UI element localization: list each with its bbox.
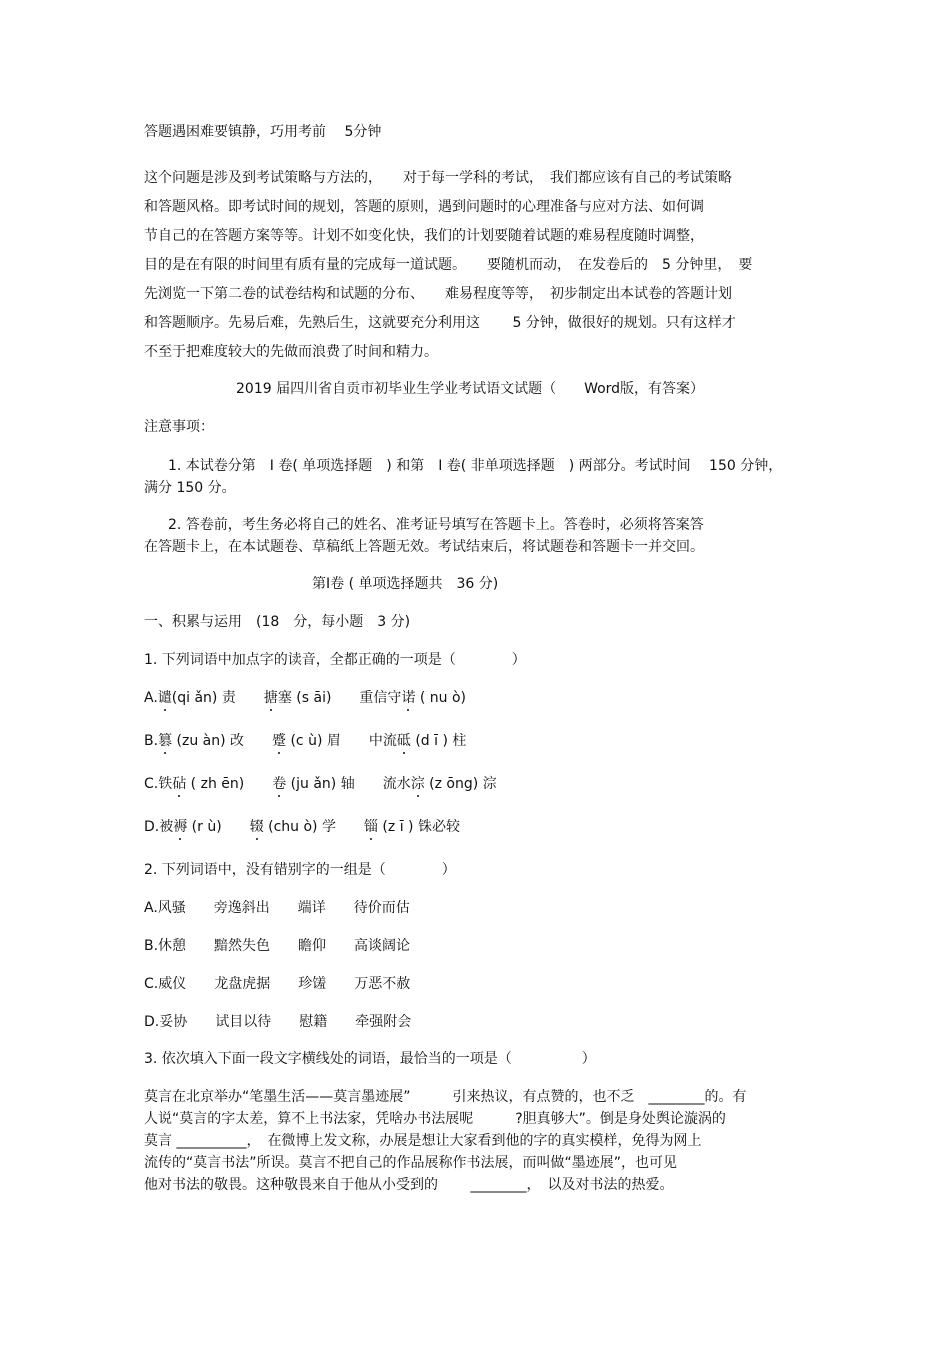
q2-option-c: C.威仪 龙盘虎据 珍馐 万恶不赦 [144, 976, 411, 992]
dotted-char: 谴 [157, 690, 172, 706]
q1-option-b: B.篡 (zu àn) 改 蹙 (c ù) 眉 中流砥 (d ī ) 柱 [144, 733, 467, 749]
q3-line-5: 他对书法的敬畏。这种敬畏来自于他从小受到的 ________， 以及对书法的热爱。 [144, 1177, 674, 1193]
tip-line-1: 这个问题是涉及到考试策略与方法的， 对于每一学科的考试， 我们都应该有自己的考试策略 [144, 170, 732, 186]
dotted-char: 淙 [410, 776, 425, 792]
exam-title: 2019 届四川省自贡市初毕业生学业考试语文试题（ Word版，有答案） [236, 381, 705, 397]
tip-line-5: 先浏览一下第二卷的试卷结构和试题的分布、 难易程度等等， 初步制定出本试卷的答题计划 [144, 286, 732, 302]
note-2-line-1: 2. 答卷前，考生务必将自己的姓名、准考证号填写在答题卡上。答卷时，必须将答案答 [168, 517, 704, 533]
q3-stem: 3. 依次填入下面一段文字横线处的词语，最恰当的一项是（ ） [144, 1051, 596, 1067]
tip-line-7: 不至于把难度较大的先做而浪费了时间和精力。 [144, 344, 438, 360]
q2-option-b: B.休憩 黯然失色 瞻仰 高谈阔论 [144, 938, 411, 954]
dotted-char: 篡 [158, 733, 173, 749]
q1-stem: 1. 下列词语中加点字的读音，全都正确的一项是（ ） [144, 652, 526, 668]
q1-option-c: C.铁砧 ( zh ēn) 卷 (ju ǎn) 轴 流水淙 (z ōng) 淙 [144, 776, 497, 792]
note-1-line-1: 1. 本试卷分第 Ⅰ 卷( 单项选择题 ) 和第 Ⅰ 卷( 非单项选择题 ) 两部分。考试时间 150 分钟， [168, 458, 783, 474]
option-label: C.铁 [144, 776, 173, 792]
tip-line-3: 节自己的在答题方案等等。计划不如变化快，我们的计划要随着试题的难易程度随时调整， [144, 228, 704, 244]
q3-line-2: 人说“莫言的字太差，算不上书法家，凭啥办书法展呢 ?胆真够大”。倒是身处舆论漩涡的 [144, 1111, 726, 1127]
dotted-char: 诺 [401, 690, 416, 706]
tip-line-4: 目的是在有限的时间里有质有量的完成每一道试题。 要随机而动， 在发卷后的 5 分钟里， 要 [144, 257, 753, 273]
option-label: D.被 [144, 819, 174, 835]
dotted-char: 砥 [396, 733, 411, 749]
option-label: B. [144, 733, 159, 749]
q3-line-1: 莫言在北京举办“笔墨生活——莫言墨迹展” 引来热议，有点赞的，也不乏 ________的。有 [144, 1089, 747, 1105]
q2-option-a: A.风骚 旁逸斜出 端详 待价而估 [144, 900, 410, 916]
dotted-char: 砧 [172, 776, 187, 792]
tip-line-2: 和答题风格。即考试时间的规划，答题的原则，遇到问题时的心理准备与应对方法、如何调 [144, 199, 704, 215]
section-1-heading: 一、积累与运用 (18 分，每小题 3 分) [144, 614, 411, 630]
note-1-line-2: 满分 150 分。 [144, 480, 236, 496]
q1-option-d: D.被褥 (r ù) 辍 (chu ò) 学 锱 (z ī ) 铢必较 [144, 819, 460, 835]
note-2-line-2: 在答题卡上，在本试题卷、草稿纸上答题无效。考试结束后，将试题卷和答题卡一并交回。 [144, 539, 704, 555]
q1-option-a: A.谴(qi ǎn) 责 搪塞 (s āi) 重信守诺 ( nu ò) [144, 690, 467, 706]
dotted-char: 辍 [249, 819, 264, 835]
q3-line-3: 莫言 __________， 在微博上发文称，办展是想让大家看到他的字的真实模样，免得为网上 [144, 1133, 702, 1149]
option-label: A. [144, 690, 158, 706]
tip-line-6: 和答题顺序。先易后难，先熟后生，这就要充分利用这 5 分钟，做很好的规划。只有这样才 [144, 315, 736, 331]
q2-option-d: D.妥协 试目以待 慰籍 牵强附会 [144, 1014, 412, 1030]
dotted-char: 蹙 [272, 733, 287, 749]
part1-title: 第Ⅰ卷 ( 单项选择题共 36 分) [312, 576, 499, 592]
dotted-char: 锱 [363, 819, 378, 835]
q3-line-4: 流传的“莫言书法”所误。莫言不把自己的作品展称作书法展，而叫做“墨迹展”，也可见 [144, 1155, 678, 1171]
q2-stem: 2. 下列词语中，没有错别字的一组是（ ） [144, 862, 456, 878]
tip-heading: 答题遇困难要镇静，巧用考前 5分钟 [144, 124, 382, 140]
dotted-char: 褥 [173, 819, 188, 835]
notes-heading: 注意事项： [144, 419, 214, 435]
dotted-char: 搪 [263, 690, 278, 706]
dotted-char: 卷 [272, 776, 287, 792]
